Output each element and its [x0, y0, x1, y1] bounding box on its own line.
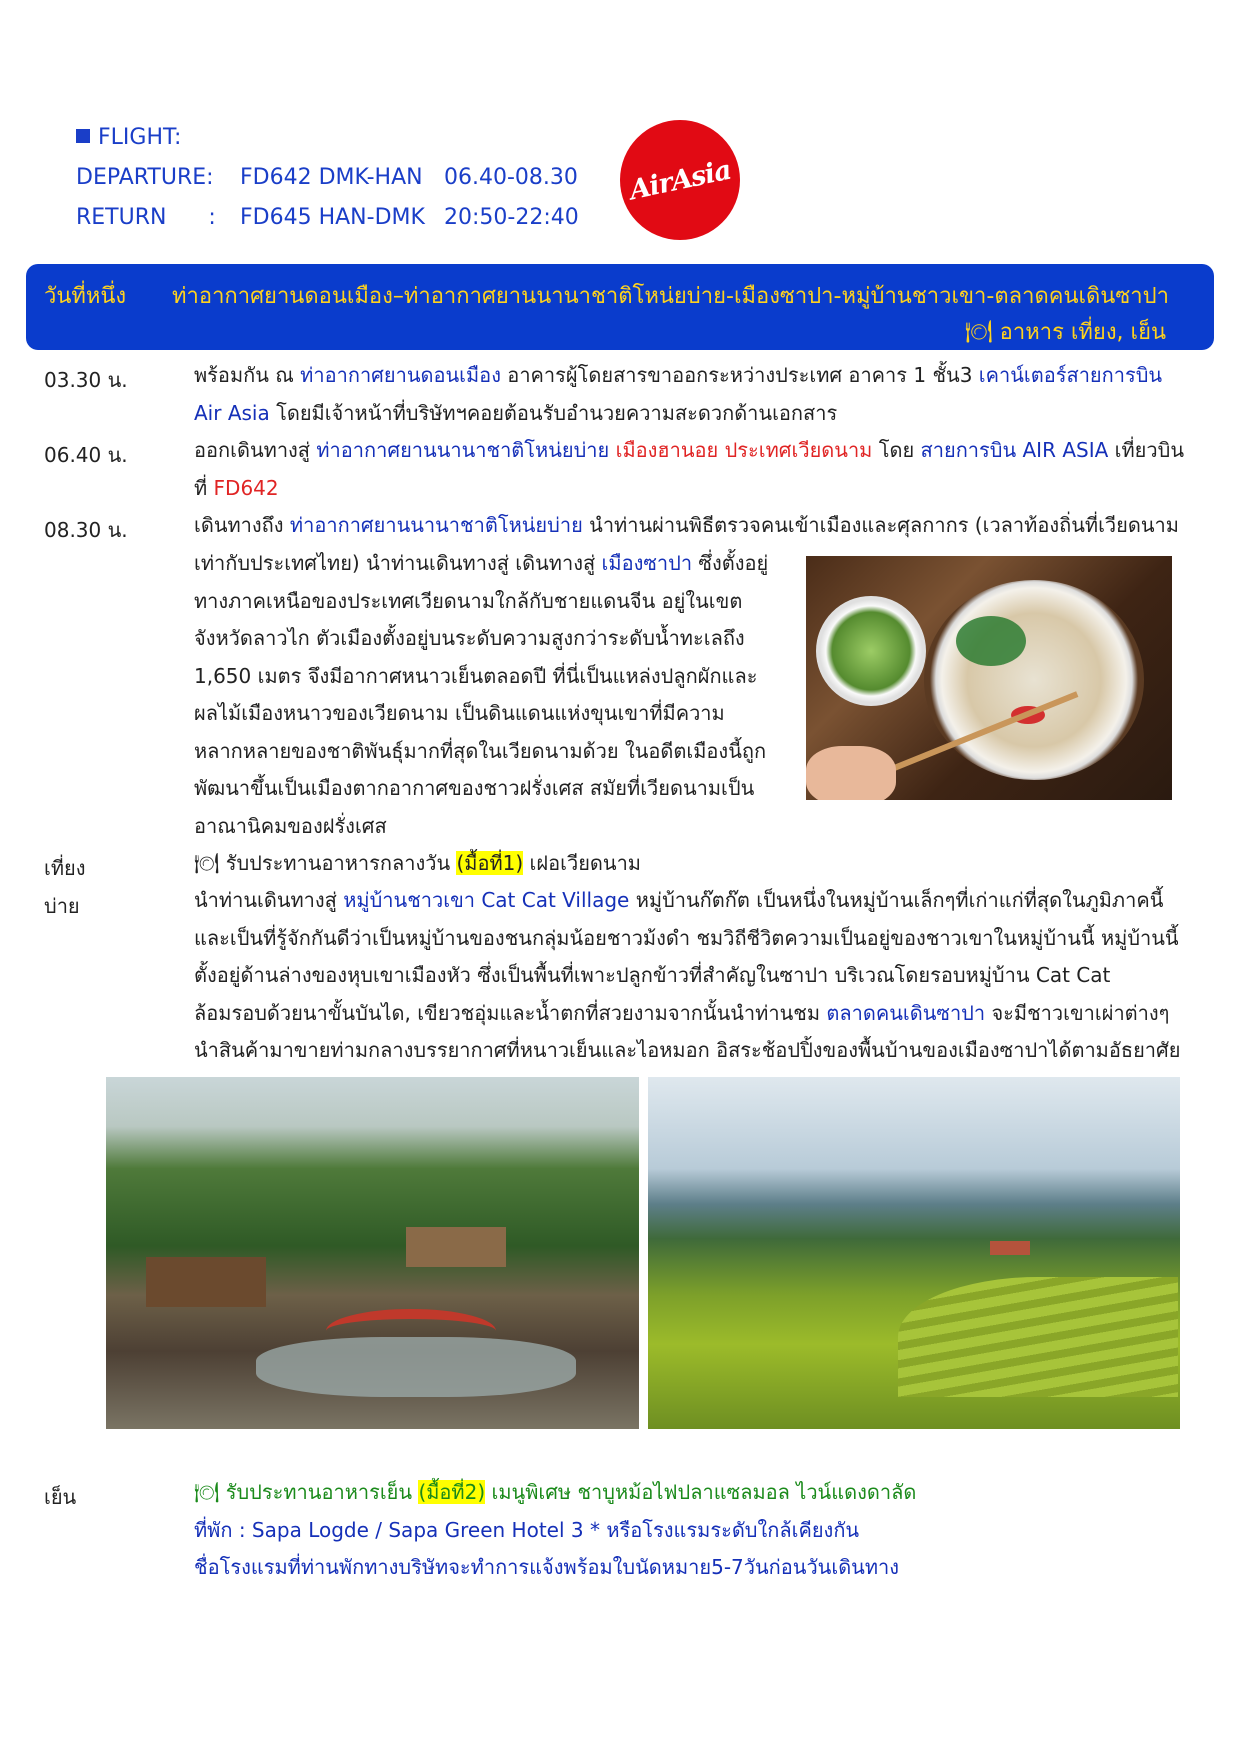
square-bullet-icon	[76, 129, 90, 143]
departure-code: FD642 DMK-HAN	[240, 165, 423, 190]
text: เที่ยวบิน	[1108, 438, 1184, 462]
text: จังหวัดลาวไก ตัวเมืองตั้งอยู่บนระดับความสูงกว่าระดับน้ำทะเลถึง	[194, 626, 745, 650]
flight-header-row	[76, 118, 579, 158]
departure-label: DEPARTURE:	[76, 165, 214, 190]
paragraph-0830-body	[194, 545, 794, 845]
day-banner	[26, 264, 1214, 350]
departure-row	[76, 158, 579, 198]
day-meals: 🍽 อาหาร เที่ยง, เย็น	[964, 320, 1166, 345]
lunch-line	[194, 845, 1174, 883]
text: หมู่บ้านก๊ตก๊ต เป็นหนึ่งในหมู่บ้านเล็กๆที่เก่าแก่ที่สุดในภูมิภาคนี้	[629, 888, 1164, 912]
paragraph-0640	[194, 432, 1184, 507]
place-don-mueang: ท่าอากาศยานดอนเมือง	[300, 363, 501, 387]
text: เมนูพิเศษ ชาบูหม้อไฟปลาแซลมอล ไวน์แดงดาลัด	[485, 1480, 917, 1504]
time-dinner: เย็น	[44, 1485, 77, 1509]
rice-terrace-photo	[648, 1077, 1180, 1429]
meal-number: (มื้อที่2)	[418, 1480, 486, 1504]
time-0330: 03.30 น.	[44, 368, 128, 392]
meal-number: (มื้อที่1)	[456, 851, 524, 875]
place-sapa: เมืองซาปา	[601, 551, 693, 575]
pho-photo	[806, 556, 1172, 800]
text: ซึ่งตั้งอยู่	[692, 551, 769, 575]
text: 🍽 รับประทานอาหารเย็น	[194, 1480, 419, 1504]
hotel-line: ที่พัก : Sapa Logde / Sapa Green Hotel 3 * หรือโรงแรมระดับใกล้เคียงกัน	[194, 1517, 860, 1542]
text: เท่ากับประเทศไทย) นำท่านเดินทางสู่ เดินทางสู่	[194, 551, 602, 575]
return-time: 20:50-22:40	[444, 205, 579, 230]
text: หลากหลายของชาติพันธุ์มากที่สุดในเวียดนามด้วย ในอดีตเมืองนี้ถูก	[194, 738, 767, 763]
cat-cat-village-photo	[106, 1077, 639, 1429]
flight-info	[76, 118, 579, 238]
text: พัฒนาขึ้นเป็นเมืองตากอากาศของชาวฝรั่งเศส สมัยที่เวียดนามเป็น	[194, 776, 755, 800]
text: จะมีชาวเขาเผ่าต่างๆ	[985, 1000, 1170, 1025]
place-hanoi: เมืองฮานอย ประเทศเวียดนาม	[615, 438, 873, 462]
time-afternoon: บ่าย	[44, 894, 80, 918]
text: เฝอเวียดนาม	[523, 851, 641, 875]
place-sapa-market: ตลาดคนเดินซาปา	[826, 1000, 986, 1025]
flight-header: FLIGHT:	[98, 125, 182, 150]
text: ที่	[194, 475, 214, 500]
text: อาณานิคมของฝรั่งเศส	[194, 813, 387, 838]
text: ออกเดินทางสู่	[194, 438, 317, 462]
return-code: FD645 HAN-DMK	[240, 205, 425, 230]
place-noi-bai: ท่าอากาศยานนานาชาติโหน่ยบ่าย	[289, 513, 583, 537]
airline-counter: เคาน์เตอร์สายการบิน	[978, 363, 1163, 387]
text: อาคารผู้โดยสารขาออกระหว่างประเทศ อาคาร 1 ชั้น3	[500, 363, 979, 387]
time-0640: 06.40 น.	[44, 443, 128, 467]
paragraph-afternoon	[194, 882, 1181, 1070]
dinner-block	[194, 1474, 916, 1587]
text: ตั้งอยู่ด้านล่างของหุบเขาเมืองหัว ซึ่งเป็นพื้นที่เพาะปลูกข้าวที่สำคัญในซาปา บริเวณโดยรอบหมู่บ้าน Cat Cat	[194, 963, 1111, 987]
day-label: วันที่หนึ่ง	[44, 284, 127, 309]
airasia-logo-text: AirAsia	[626, 154, 734, 206]
place-cat-cat: หมู่บ้านชาวเขา Cat Cat Village	[343, 888, 630, 912]
flight-number: FD642	[213, 475, 279, 500]
airline-name: Air Asia	[194, 400, 270, 425]
text: โดย	[872, 438, 921, 462]
time-lunch: เที่ยง	[44, 856, 86, 880]
return-row	[76, 198, 579, 238]
time-0830: 08.30 น.	[44, 518, 128, 542]
text: ผลไม้เมืองหนาวของเวียดนาม เป็นดินแดนแห่งขุนเขาที่มีความ	[194, 701, 725, 725]
paragraph-0330	[194, 357, 1174, 432]
paragraph-0830-first	[194, 507, 1179, 545]
text: นำท่านผ่านพิธีตรวจคนเข้าเมืองและศุลกากร (เวลาท้องถิ่นที่เวียดนาม	[582, 513, 1179, 537]
airasia-logo	[620, 120, 740, 240]
return-label: RETURN :	[76, 205, 216, 230]
hotel-note: ชื่อโรงแรมที่ท่านพักทางบริษัทจะทำการแจ้งพร้อมใบนัดหมาย5-7วันก่อนวันเดินทาง	[194, 1555, 900, 1579]
text: 1,650 เมตร จึงมีอากาศหนาวเย็นตลอดปี ที่นี่เป็นแหล่งปลูกผักและ	[194, 663, 758, 688]
text: ทางภาคเหนือของประเทศเวียดนามใกล้กับชายแดนจีน อยู่ในเขต	[194, 588, 743, 613]
text: ล้อมรอบด้วยนาขั้นบันได, เขียวชอุ่มและน้ำตกที่สวยงามจากนั้นนำท่านชม	[194, 1000, 827, 1025]
text: 🍽 รับประทานอาหารกลางวัน	[194, 851, 457, 875]
text: นำสินค้ามาขายท่ามกลางบรรยากาศที่หนาวเย็นและไอหมอก อิสระช้อปปิ้งของพื้นบ้านของเมืองซาปาได้ตามอัธยาศัย	[194, 1038, 1181, 1062]
airline-name: สายการบิน AIR ASIA	[920, 438, 1109, 462]
text: พร้อมกัน ณ	[194, 363, 301, 387]
departure-time: 06.40-08.30	[444, 165, 578, 190]
day-route: ท่าอากาศยานดอนเมือง–ท่าอากาศยานนานาชาติโหน่ยบ่าย-เมืองซาปา-หมู่บ้านชาวเขา-ตลาดคนเดินซาปา	[172, 284, 1169, 309]
text: เดินทางถึง	[194, 513, 290, 537]
text: และเป็นที่รู้จักกันดีว่าเป็นหมู่บ้านของชนกลุ่มน้อยชาวม้งดำ ชมวิถีชีวิตความเป็นอยู่ของชาวเขาในหมู่บ้านนี้ หมู่บ้านนี้	[194, 925, 1179, 950]
text: โดยมีเจ้าหน้าที่บริษัทฯคอยต้อนรับอำนวยความสะดวกด้านเอกสาร	[269, 400, 838, 425]
text: นำท่านเดินทางสู่	[194, 888, 344, 912]
place-noi-bai: ท่าอากาศยานนานาชาติโหน่ยบ่าย	[316, 438, 610, 462]
